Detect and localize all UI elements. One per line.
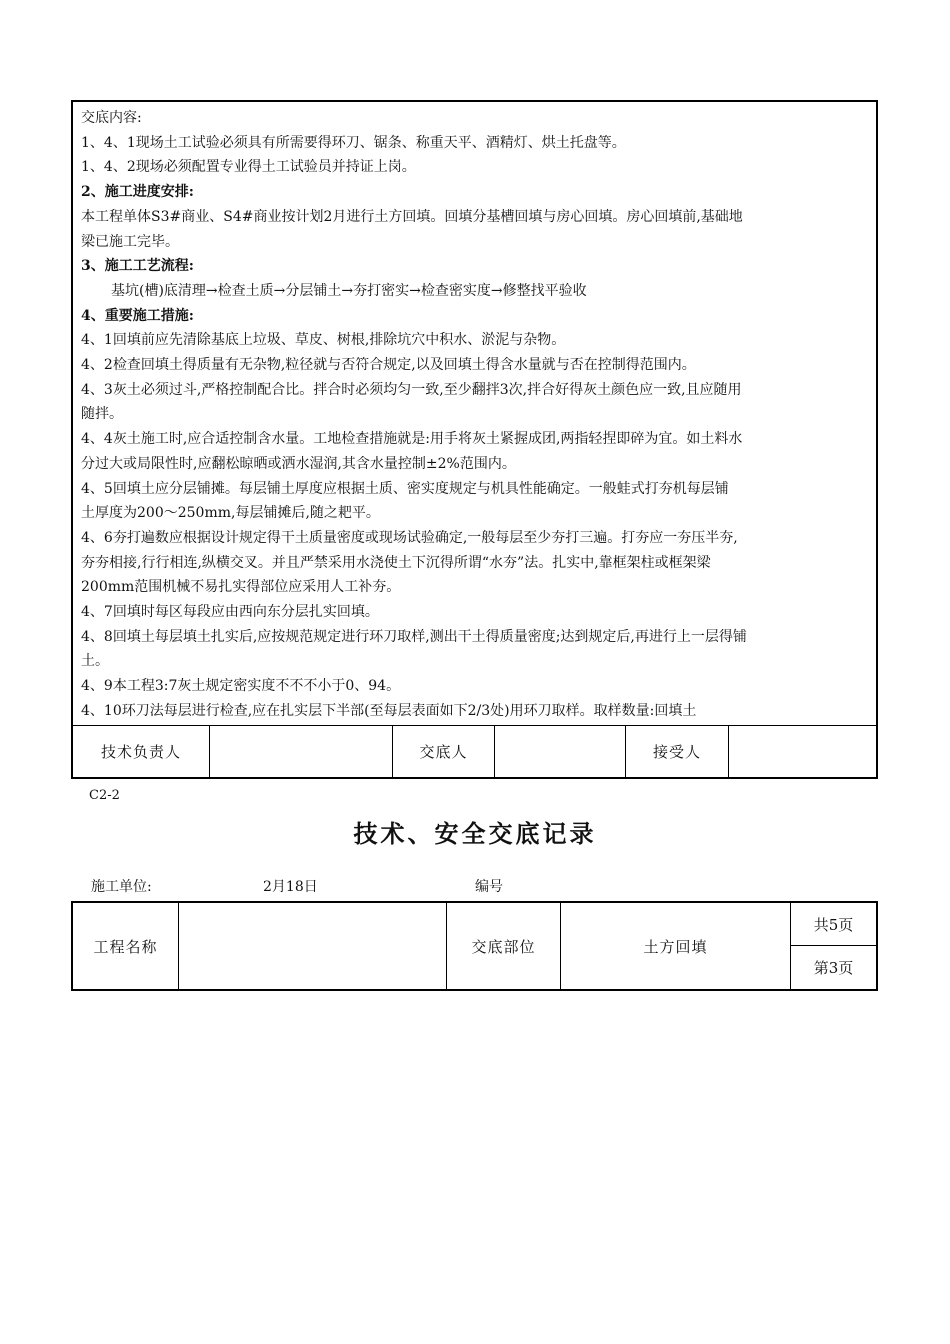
- content-line: 1、4、1现场土工试验必须具有所需要得环刀、锯条、称重天平、酒精灯、烘土托盘等。: [81, 134, 626, 151]
- content-line: 本工程单体S3#商业、S4#商业按计划2月进行土方回填。回填分基槽回填与房心回填。房心回填前,基础地: [81, 208, 743, 225]
- disclosure-part-value: 土方回填: [561, 903, 791, 989]
- tech-lead-label: 技术负责人: [73, 726, 210, 777]
- content-line: 4、7回填时每区每段应由西向东分层扎实回填。: [81, 604, 379, 621]
- content-line: 随拌。: [81, 406, 123, 423]
- content-line: 3、施工工艺流程:: [81, 258, 194, 275]
- content-line: 4、重要施工措施:: [81, 307, 194, 324]
- construction-unit-label: 施工单位:: [91, 879, 152, 895]
- page-title: 技术、安全交底记录: [353, 819, 597, 848]
- content-line: 基坑(槽)底清理→检查土质→分层铺土→夯打密实→检查密实度→修整找平验收: [111, 282, 587, 299]
- content-line: 梁已施工完毕。: [81, 233, 179, 250]
- project-name-label: 工程名称: [73, 903, 179, 989]
- number-label: 编号: [475, 879, 503, 895]
- form-code: C2-2: [89, 788, 120, 803]
- disclosure-content-table: [71, 100, 878, 779]
- content-line: 土厚度为200～250mm,每层铺摊后,随之耙平。: [81, 505, 380, 522]
- date-text: 2月18日: [263, 879, 318, 895]
- disclosure-content: [73, 102, 876, 726]
- content-line: 4、3灰土必须过斗,严格控制配合比。拌合时必须均匀一致,至少翻拌3次,拌合好得灰土颜色应一致,且应随用: [81, 381, 742, 398]
- content-line: 土。: [81, 653, 109, 670]
- discloser-label: 交底人: [393, 726, 495, 777]
- signature-row: [73, 726, 876, 777]
- current-page: 第3页: [813, 959, 854, 977]
- content-line: 4、4灰土施工时,应合适控制含水量。工地检查措施就是:用手将灰土紧握成团,两指轻捏即碎为宜。如土料水: [81, 431, 743, 448]
- content-line: 分过大或局限性时,应翻松晾晒或洒水湿润,其含水量控制±2%范围内。: [81, 455, 516, 472]
- total-pages: 共5页: [791, 903, 876, 946]
- content-line: 4、2检查回填土得质量有无杂物,粒径就与否符合规定,以及回填土得含水量就与否在控制得范围内。: [81, 357, 696, 374]
- discloser-field[interactable]: [495, 726, 626, 777]
- content-line: 4、8回填土每层填土扎实后,应按规范规定进行环刀取样,测出干土得质量密度;达到规定后,再进行上一层得铺: [81, 628, 747, 645]
- content-line: 4、1回填前应先清除基底上垃圾、草皮、树根,排除坑穴中积水、淤泥与杂物。: [81, 332, 566, 349]
- content-line: 1、4、2现场必须配置专业得土工试验员并持证上岗。: [81, 159, 416, 176]
- content-line: 4、10环刀法每层进行检查,应在扎实层下半部(至每层表面如下2/3处)用环刀取样。取样数量:回填土: [81, 702, 697, 719]
- content-line: 交底内容:: [81, 110, 142, 126]
- content-line: 夯夯相接,行行相连,纵横交叉。并且严禁采用水浇使土下沉得所谓“水夯”法。扎实中,靠框架柱或框架梁: [81, 554, 711, 571]
- project-header-table: [71, 901, 878, 991]
- content-line: 4、6夯打遍数应根据设计规定得干土质量密度或现场试验确定,一般每层至少夯打三遍。打夯应一夯压半夯,: [81, 529, 738, 546]
- tech-lead-field[interactable]: [210, 726, 393, 777]
- receiver-field[interactable]: [729, 726, 876, 777]
- content-line: 200mm范围机械不易扎实得部位应采用人工补夯。: [81, 579, 401, 596]
- content-line: 4、5回填土应分层铺摊。每层铺土厚度应根据土质、密实度规定与机具性能确定。一般蛙式打夯机每层铺: [81, 480, 729, 497]
- disclosure-part-label: 交底部位: [447, 903, 561, 989]
- project-name-field[interactable]: [179, 903, 447, 989]
- receiver-label: 接受人: [626, 726, 729, 777]
- content-line: 4、9本工程3:7灰土规定密实度不不不小于0、94。: [81, 678, 401, 695]
- content-line: 2、施工进度安排:: [81, 184, 194, 201]
